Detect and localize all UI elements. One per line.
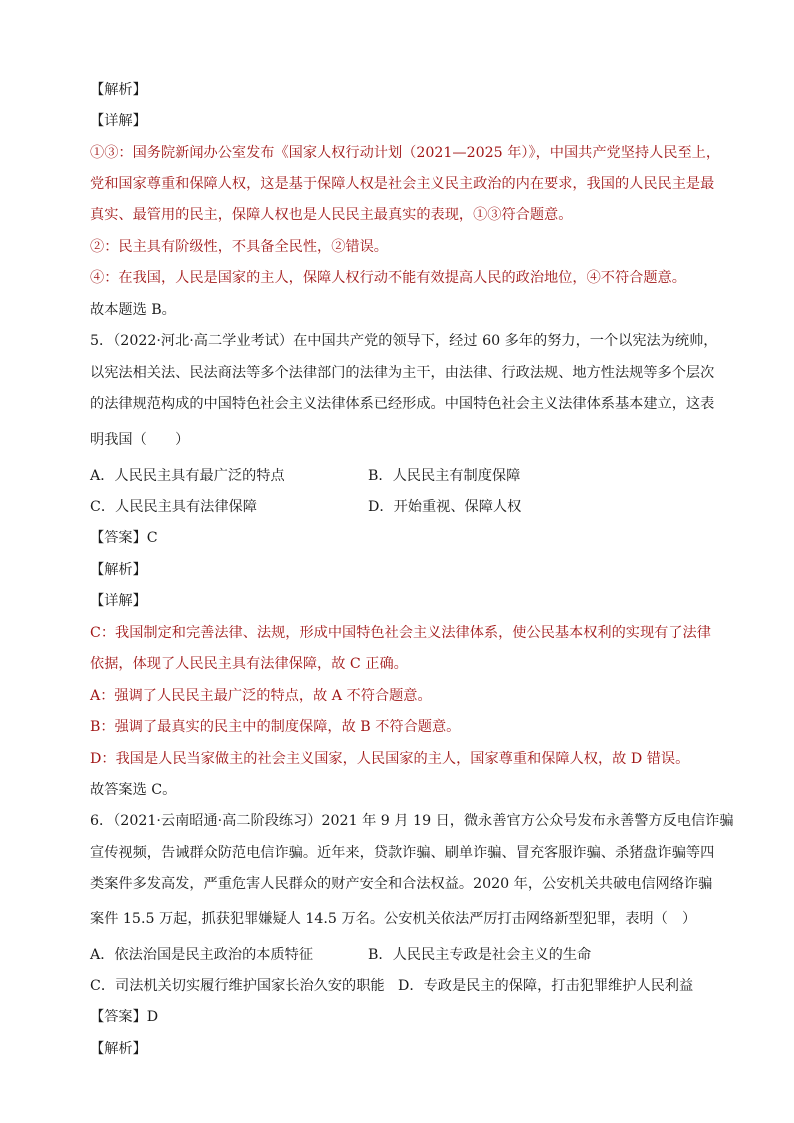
question-5-option-b: B．人民民主有制度保障 [368,468,521,484]
question-5-stem: 5．（2022·河北·高二学业考试）在中国共产党的领导下，经过 60 多年的努力，一个以宪法为统帅， [90,333,718,349]
explanation-line: C：我国制定和完善法律、法规，形成中国特色社会主义法律体系，使公民基本权利的实现有了法律 [90,625,711,641]
detail-heading: 【详解】 [90,113,147,129]
explanation-line: ①③：国务院新闻办公室发布《国家人权行动计划（2021—2025 年）》，中国共产党坚持人民至上， [90,145,721,161]
explanation-line: A：强调了人民民主最广泛的特点，故 A 不符合题意。 [90,688,432,704]
question-5-option-a: A．人民民主具有最广泛的特点 [90,468,285,484]
question-6-stem: 6．（2021·云南昭通·高二阶段练习）2021 年 9 月 19 日，微永善官方公众号发布永善警方反电信诈骗 [90,813,734,829]
explanation-line: B：强调了最真实的民主中的制度保障，故 B 不符合题意。 [90,719,461,735]
detail-heading: 【详解】 [90,593,147,609]
question-5-option-c: C．人民民主具有法律保障 [90,499,257,515]
explanation-line: 党和国家尊重和保障人权，这是基于保障人权是社会主义民主政治的内在要求，我国的人民民主是最 [90,176,715,192]
question-6-option-a: A．依法治国是民主政治的本质特征 [90,947,314,963]
question-6-answer: 【答案】D [90,1009,159,1025]
question-6-option-d: D．专政是民主的保障，打击犯罪维护人民利益 [398,978,694,994]
explanation-line: D：我国是人民当家做主的社会主义国家，人民国家的主人，国家尊重和保障人权，故 D 错误。 [90,751,690,767]
question-5-option-d: D．开始重视、保障人权 [368,499,522,515]
question-6-option-c: C．司法机关切实履行维护国家长治久安的职能 [90,978,385,994]
question-5-stem: 的法律规范构成的中国特色社会主义法律体系已经形成。中国特色社会主义法律体系基本建立，这表 [90,396,715,412]
question-6-stem: 类案件多发高发，严重危害人民群众的财产安全和合法权益。2020 年，公安机关共破电信网络诈骗 [90,876,713,892]
question-6-stem: 宣传视频，告诫群众防范电信诈骗。近年来，贷款诈骗、刷单诈骗、冒充客服诈骗、杀猪盘诈骗等四 [90,845,715,861]
analysis-heading: 【解析】 [90,562,147,578]
question-5-stem: 明我国（ ） [90,432,190,448]
explanation-line: 依据，体现了人民民主具有法律保障，故 C 正确。 [90,656,408,672]
explanation-line: ④：在我国，人民是国家的主人，保障人权行动不能有效提高人民的政治地位，④不符合题意。 [90,270,686,286]
question-5-stem: 以宪法相关法、民法商法等多个法律部门的法律为主干，由法律、行政法规、地方性法规等多个层次 [90,365,715,381]
conclusion-line: 故答案选 C。 [90,782,177,798]
explanation-line: ②：民主具有阶级性，不具备全民性，②错误。 [90,239,388,255]
question-5-answer: 【答案】C [90,530,158,546]
explanation-line: 真实、最管用的民主，保障人权也是人民民主最真实的表现，①③符合题意。 [90,207,573,223]
question-6-option-b: B．人民民主专政是社会主义的生命 [368,947,592,963]
conclusion-line: 故本题选 B。 [90,302,176,318]
analysis-heading: 【解析】 [90,82,147,98]
analysis-heading: 【解析】 [90,1041,147,1057]
question-6-stem: 案件 15.5 万起，抓获犯罪嫌疑人 14.5 万名。公安机关依法严厉打击网络新型犯罪，表明（ ） [90,911,697,927]
